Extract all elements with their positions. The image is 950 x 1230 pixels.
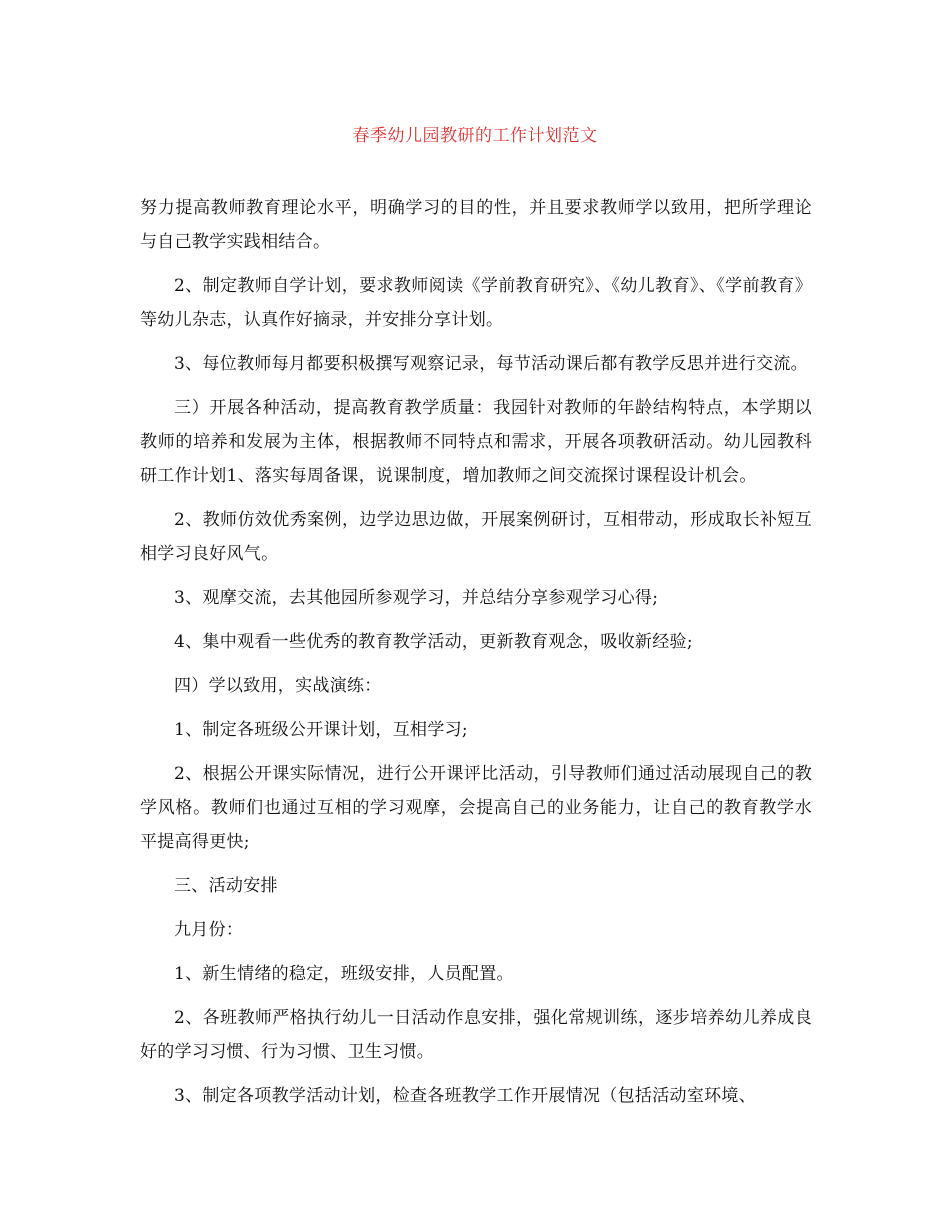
paragraph: 2、制定教师自学计划，要求教师阅读《学前教育研究》、《幼儿教育》、《学前教育》等幼儿杂志，认真作好摘录，并安排分享计划。 — [140, 276, 812, 330]
paragraph: 三、活动安排 — [174, 876, 278, 896]
paragraph: 2、根据公开课实际情况，进行公开课评比活动，引导教师们通过活动展现自己的教学风格。教师们也通过互相的学习观摩，会提高自己的业务能力，让自己的教育教学水平提高得更快; — [140, 764, 812, 852]
paragraph: 3、制定各项教学活动计划，检查各班教学工作开展情况（包括活动室环境、 — [174, 1086, 757, 1106]
document-title: 春季幼儿园教研的工作计划范文 — [352, 126, 598, 146]
paragraph: 4、集中观看一些优秀的教育教学活动，更新教育观念，吸收新经验; — [174, 632, 693, 652]
paragraph: 2、各班教师严格执行幼儿一日活动作息安排，强化常规训练，逐步培养幼儿养成良好的学习习惯、行为习惯、卫生习惯。 — [140, 1008, 812, 1062]
paragraph: 九月份： — [174, 920, 244, 940]
paragraph: 2、教师仿效优秀案例，边学边思边做，开展案例研讨，互相带动，形成取长补短互相学习良好风气。 — [140, 510, 812, 564]
paragraph: 1、新生情绪的稳定，班级安排，人员配置。 — [174, 964, 514, 984]
paragraph: 四）学以致用，实战演练： — [174, 676, 382, 696]
paragraph: 努力提高教师教育理论水平，明确学习的目的性，并且要求教师学以致用，把所学理论与自己教学实践相结合。 — [140, 198, 812, 252]
paragraph: 3、观摩交流，去其他园所参观学习，并总结分享参观学习心得; — [174, 588, 659, 608]
paragraph: 3、每位教师每月都要积极撰写观察记录，每节活动课后都有教学反思并进行交流。 — [174, 354, 808, 374]
paragraph: 1、制定各班级公开课计划，互相学习; — [174, 720, 468, 740]
paragraph: 三）开展各种活动，提高教育教学质量：我园针对教师的年龄结构特点，本学期以教师的培养和发展为主体，根据教师不同特点和需求，开展各项教研活动。幼儿园教科研工作计划1、落实每周备课，说课制度，增加教师之间交流探讨课程设计机会。 — [140, 398, 812, 486]
document-body — [140, 191, 812, 1123]
